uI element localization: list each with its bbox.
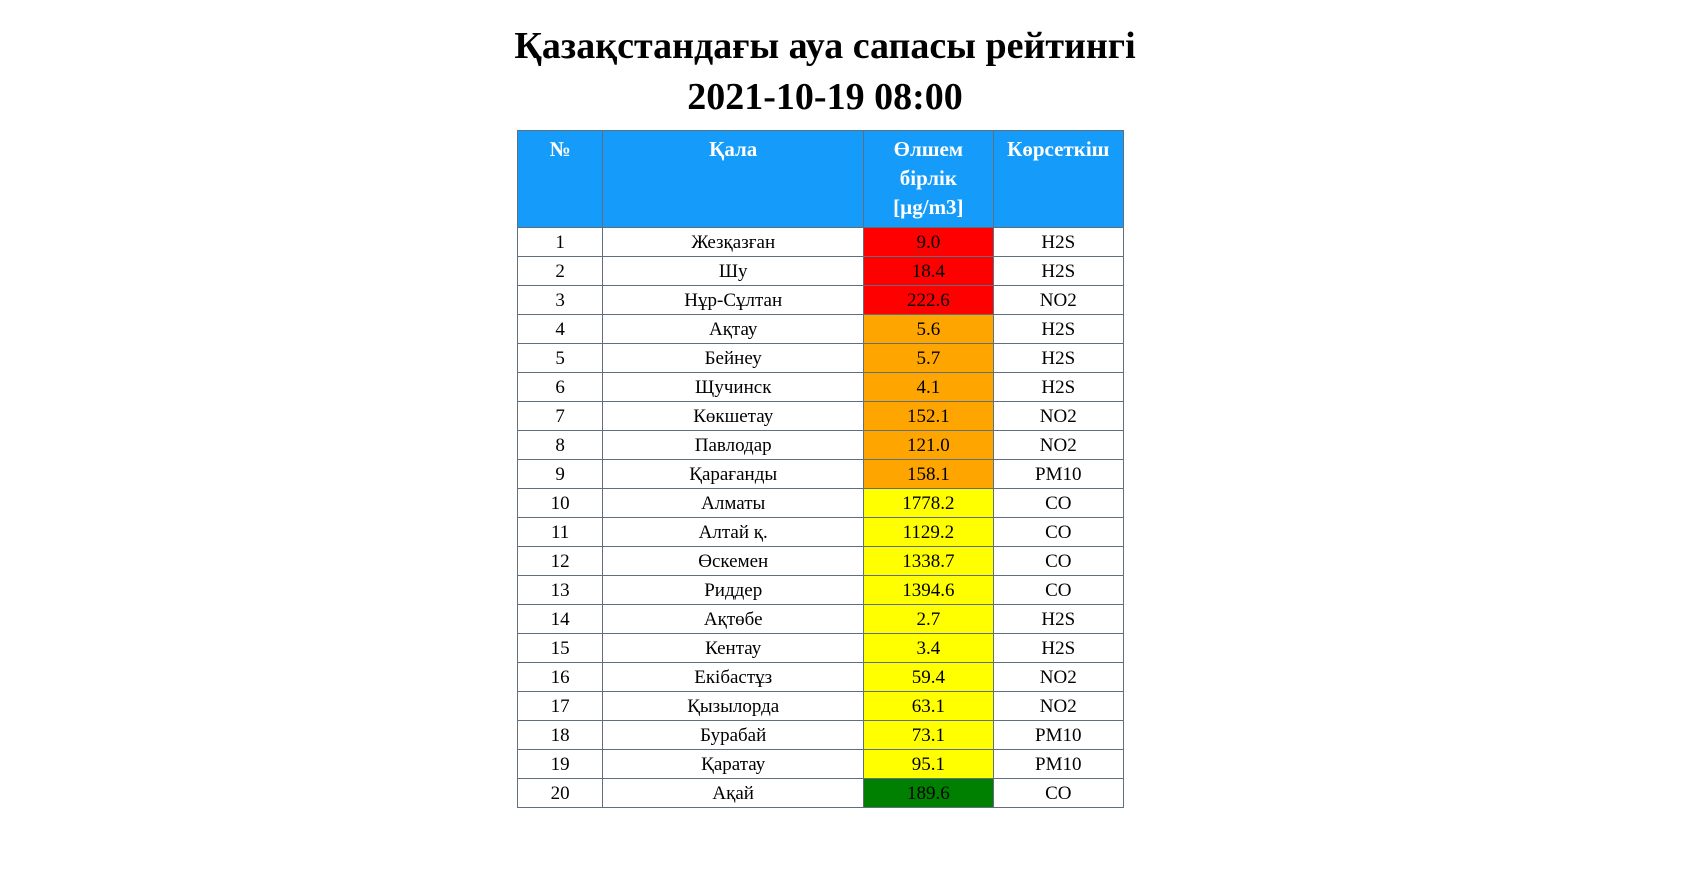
cell-value: 1394.6 [864,576,993,605]
cell-indicator: CO [993,576,1123,605]
table-header-row [518,131,1124,228]
cell-value: 63.1 [864,692,993,721]
cell-value: 222.6 [864,286,993,315]
cell-city: Алматы [603,489,864,518]
table-row [518,257,1124,286]
header-unit-line3: [µg/m3] [893,195,964,219]
table-body [518,228,1124,808]
cell-indicator: NO2 [993,402,1123,431]
cell-value: 59.4 [864,663,993,692]
cell-indicator: H2S [993,315,1123,344]
header-unit-line1: Өлшем [893,137,964,161]
cell-value: 189.6 [864,779,993,808]
cell-city: Щучинск [603,373,864,402]
cell-value: 9.0 [864,228,993,257]
page-subtitle-datetime: 2021-10-19 08:00 [687,76,963,118]
cell-city: Нұр-Сұлтан [603,286,864,315]
page-title: Қазақстандағы ауа сапасы рейтингі [514,25,1136,67]
cell-indicator: NO2 [993,286,1123,315]
table-row [518,750,1124,779]
header-num: № [518,131,603,228]
table-row [518,315,1124,344]
cell-value: 5.7 [864,344,993,373]
cell-num: 7 [518,402,603,431]
cell-indicator: H2S [993,257,1123,286]
cell-value: 1778.2 [864,489,993,518]
table-row [518,344,1124,373]
cell-indicator: CO [993,489,1123,518]
cell-city: Қарағанды [603,460,864,489]
cell-value: 121.0 [864,431,993,460]
header-unit [864,131,993,228]
cell-num: 15 [518,634,603,663]
cell-city: Екібастұз [603,663,864,692]
cell-num: 18 [518,721,603,750]
table-row [518,518,1124,547]
table-row [518,547,1124,576]
cell-num: 4 [518,315,603,344]
cell-indicator: NO2 [993,431,1123,460]
table-row [518,460,1124,489]
header-indicator: Көрсеткіш [993,131,1123,228]
cell-num: 11 [518,518,603,547]
cell-num: 8 [518,431,603,460]
cell-indicator: H2S [993,634,1123,663]
cell-city: Риддер [603,576,864,605]
cell-city: Шу [603,257,864,286]
table-row [518,402,1124,431]
cell-indicator: CO [993,518,1123,547]
table-row [518,605,1124,634]
cell-value: 152.1 [864,402,993,431]
cell-city: Бурабай [603,721,864,750]
cell-indicator: CO [993,779,1123,808]
cell-city: Ақай [603,779,864,808]
cell-num: 10 [518,489,603,518]
cell-city: Ақтөбе [603,605,864,634]
cell-indicator: H2S [993,228,1123,257]
cell-num: 1 [518,228,603,257]
cell-num: 3 [518,286,603,315]
cell-value: 3.4 [864,634,993,663]
cell-city: Алтай қ. [603,518,864,547]
cell-indicator: PM10 [993,721,1123,750]
table-row [518,663,1124,692]
cell-indicator: PM10 [993,460,1123,489]
air-quality-table [517,130,1124,808]
cell-city: Жезқазған [603,228,864,257]
table-row [518,576,1124,605]
cell-value: 1338.7 [864,547,993,576]
cell-value: 18.4 [864,257,993,286]
cell-value: 95.1 [864,750,993,779]
cell-indicator: CO [993,547,1123,576]
cell-value: 4.1 [864,373,993,402]
cell-num: 12 [518,547,603,576]
table-row [518,431,1124,460]
cell-value: 5.6 [864,315,993,344]
cell-num: 2 [518,257,603,286]
cell-indicator: H2S [993,605,1123,634]
cell-indicator: PM10 [993,750,1123,779]
cell-value: 1129.2 [864,518,993,547]
cell-num: 13 [518,576,603,605]
header-unit-line2: бірлік [899,166,957,190]
cell-city: Бейнеу [603,344,864,373]
cell-city: Қызылорда [603,692,864,721]
cell-num: 5 [518,344,603,373]
cell-num: 20 [518,779,603,808]
cell-city: Көкшетау [603,402,864,431]
cell-value: 73.1 [864,721,993,750]
cell-city: Павлодар [603,431,864,460]
cell-value: 158.1 [864,460,993,489]
cell-num: 9 [518,460,603,489]
table-row [518,286,1124,315]
cell-city: Өскемен [603,547,864,576]
cell-num: 14 [518,605,603,634]
cell-num: 17 [518,692,603,721]
table-row [518,721,1124,750]
cell-indicator: NO2 [993,692,1123,721]
cell-city: Қаратау [603,750,864,779]
table-row [518,228,1124,257]
table-row [518,489,1124,518]
cell-indicator: H2S [993,344,1123,373]
cell-city: Кентау [603,634,864,663]
cell-num: 6 [518,373,603,402]
cell-num: 16 [518,663,603,692]
table-row [518,373,1124,402]
table-row [518,779,1124,808]
cell-indicator: NO2 [993,663,1123,692]
cell-value: 2.7 [864,605,993,634]
cell-city: Ақтау [603,315,864,344]
table-row [518,692,1124,721]
header-city: Қала [603,131,864,228]
cell-indicator: H2S [993,373,1123,402]
table-row [518,634,1124,663]
cell-num: 19 [518,750,603,779]
